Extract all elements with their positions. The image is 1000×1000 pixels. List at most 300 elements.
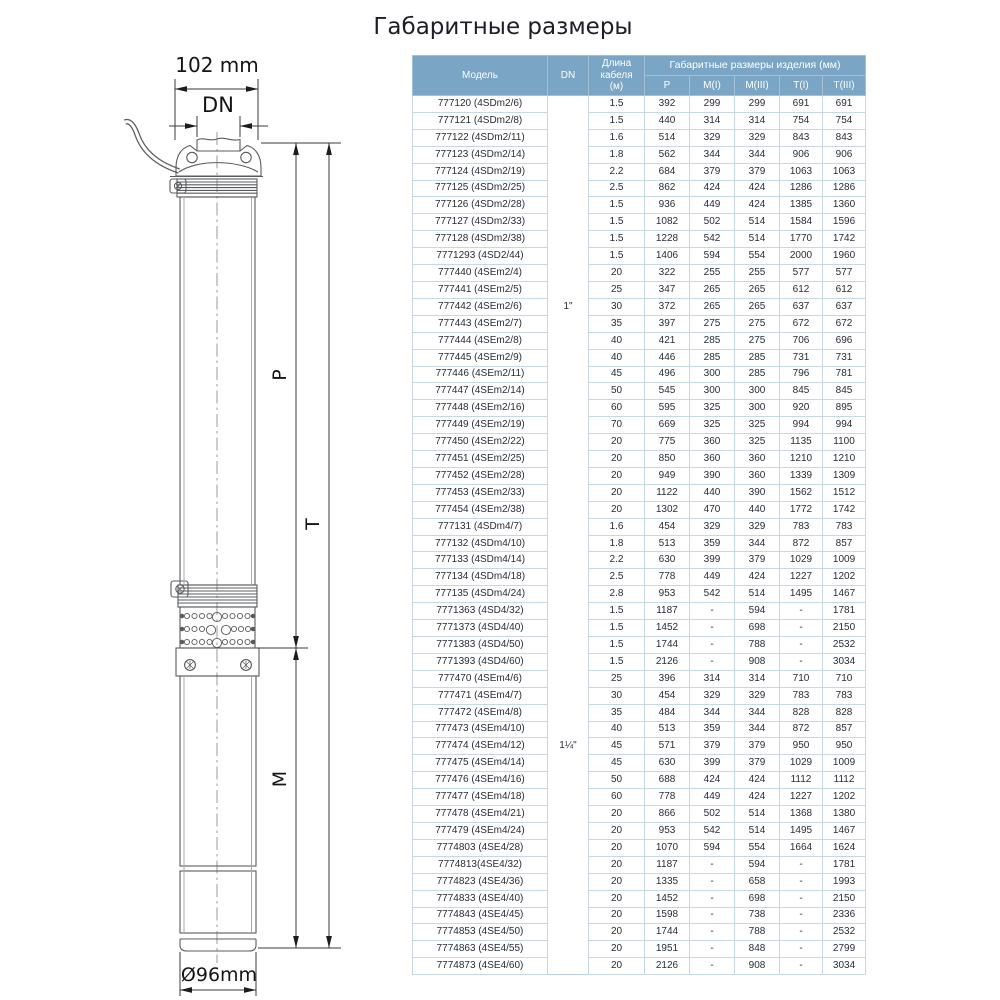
- table-row: [413, 552, 866, 569]
- t3-cell: 1596: [823, 214, 866, 231]
- m1-cell: 359: [690, 721, 735, 738]
- p-cell: 1228: [645, 231, 690, 248]
- model-cell: 777449 (4SEm2/19): [413, 417, 548, 434]
- table-row: [413, 772, 866, 789]
- t1-cell: 1029: [780, 755, 823, 772]
- dn-cell: 1": [548, 96, 589, 519]
- cable-cell: 20: [589, 806, 645, 823]
- p-cell: 862: [645, 180, 690, 197]
- t3-cell: 2336: [823, 907, 866, 924]
- t3-cell: 1742: [823, 231, 866, 248]
- t3-cell: 843: [823, 129, 866, 146]
- m3-cell: 314: [735, 112, 780, 129]
- model-cell: 7774853 (4SE4/50): [413, 924, 548, 941]
- dim-label-t: T: [302, 518, 324, 530]
- p-cell: 513: [645, 721, 690, 738]
- model-cell: 7771393 (4SD4/60): [413, 653, 548, 670]
- t1-cell: 1385: [780, 197, 823, 214]
- cable-cell: 1.5: [589, 96, 645, 113]
- model-cell: 7774863 (4SE4/55): [413, 941, 548, 958]
- m1-cell: 359: [690, 535, 735, 552]
- cable-cell: 20: [589, 501, 645, 518]
- t3-cell: 783: [823, 518, 866, 535]
- m1-cell: 424: [690, 772, 735, 789]
- model-cell: 777472 (4SEm4/8): [413, 704, 548, 721]
- m3-cell: 344: [735, 535, 780, 552]
- model-cell: 777127 (4SDm2/33): [413, 214, 548, 231]
- col-header-p: P: [645, 76, 690, 96]
- table-row: [413, 96, 866, 113]
- t1-cell: 1339: [780, 467, 823, 484]
- p-cell: 1302: [645, 501, 690, 518]
- p-cell: 1452: [645, 620, 690, 637]
- col-header-cable: Длина кабеля (м): [589, 56, 645, 96]
- cable-cell: 1.6: [589, 129, 645, 146]
- cable-cell: 20: [589, 434, 645, 451]
- table-row: [413, 704, 866, 721]
- suction-holes: [180, 612, 255, 647]
- cable-cell: 20: [589, 467, 645, 484]
- m1-cell: 285: [690, 349, 735, 366]
- m3-cell: 285: [735, 366, 780, 383]
- m1-cell: -: [690, 924, 735, 941]
- t3-cell: 1309: [823, 467, 866, 484]
- p-cell: 513: [645, 535, 690, 552]
- t3-cell: 1063: [823, 163, 866, 180]
- m3-cell: 329: [735, 129, 780, 146]
- t1-cell: -: [780, 653, 823, 670]
- model-cell: 777444 (4SEm2/8): [413, 332, 548, 349]
- table-row: [413, 518, 866, 535]
- t1-cell: 1495: [780, 586, 823, 603]
- t1-cell: -: [780, 873, 823, 890]
- t3-cell: 1742: [823, 501, 866, 518]
- t3-cell: 2799: [823, 941, 866, 958]
- cable-cell: 20: [589, 822, 645, 839]
- p-cell: 446: [645, 349, 690, 366]
- table-row: [413, 180, 866, 197]
- table-row: [413, 535, 866, 552]
- m3-cell: 360: [735, 451, 780, 468]
- t3-cell: 672: [823, 315, 866, 332]
- pump-outline: [125, 122, 263, 951]
- col-header-t3: T(III): [823, 76, 866, 96]
- t1-cell: 1562: [780, 484, 823, 501]
- m1-cell: -: [690, 890, 735, 907]
- dim-label-dn: DN: [202, 93, 234, 117]
- model-cell: 777131 (4SDm4/7): [413, 518, 548, 535]
- p-cell: 440: [645, 112, 690, 129]
- p-cell: 1744: [645, 924, 690, 941]
- m3-cell: 514: [735, 214, 780, 231]
- table-row: [413, 822, 866, 839]
- t1-cell: 1112: [780, 772, 823, 789]
- p-cell: 454: [645, 687, 690, 704]
- table-row: [413, 214, 866, 231]
- p-cell: 866: [645, 806, 690, 823]
- p-cell: 1082: [645, 214, 690, 231]
- model-cell: 777471 (4SEm4/7): [413, 687, 548, 704]
- t1-cell: 731: [780, 349, 823, 366]
- t1-cell: 872: [780, 535, 823, 552]
- t1-cell: -: [780, 958, 823, 975]
- model-cell: 7774833 (4SE4/40): [413, 890, 548, 907]
- cable-cell: 1.5: [589, 214, 645, 231]
- t1-cell: 637: [780, 298, 823, 315]
- table-row: [413, 163, 866, 180]
- model-cell: 777474 (4SEm4/12): [413, 738, 548, 755]
- model-cell: 777445 (4SEm2/9): [413, 349, 548, 366]
- t3-cell: 1009: [823, 552, 866, 569]
- cable-cell: 20: [589, 451, 645, 468]
- t1-cell: 796: [780, 366, 823, 383]
- table-row: [413, 873, 866, 890]
- t3-cell: 696: [823, 332, 866, 349]
- p-cell: 2126: [645, 653, 690, 670]
- m1-cell: -: [690, 637, 735, 654]
- model-cell: 777450 (4SEm2/22): [413, 434, 548, 451]
- cable-cell: 25: [589, 281, 645, 298]
- m1-cell: 255: [690, 265, 735, 282]
- p-cell: 630: [645, 552, 690, 569]
- m3-cell: 788: [735, 637, 780, 654]
- m3-cell: 314: [735, 670, 780, 687]
- t3-cell: 1624: [823, 839, 866, 856]
- t1-cell: 872: [780, 721, 823, 738]
- m3-cell: 514: [735, 586, 780, 603]
- p-cell: 1598: [645, 907, 690, 924]
- m3-cell: 360: [735, 467, 780, 484]
- table-row: [413, 653, 866, 670]
- model-cell: 777478 (4SEm4/21): [413, 806, 548, 823]
- cable-cell: 45: [589, 738, 645, 755]
- p-cell: 562: [645, 146, 690, 163]
- m1-cell: -: [690, 907, 735, 924]
- table-row: [413, 129, 866, 146]
- col-header-group: Габаритные размеры изделия (мм): [645, 56, 866, 76]
- model-cell: 7774823 (4SE4/36): [413, 873, 548, 890]
- p-cell: 949: [645, 467, 690, 484]
- m3-cell: 329: [735, 518, 780, 535]
- m3-cell: 329: [735, 687, 780, 704]
- model-cell: 777134 (4SDm4/18): [413, 569, 548, 586]
- m1-cell: 325: [690, 400, 735, 417]
- p-cell: 496: [645, 366, 690, 383]
- cable-cell: 20: [589, 958, 645, 975]
- table-row: [413, 620, 866, 637]
- m1-cell: 440: [690, 484, 735, 501]
- cable-cell: 20: [589, 941, 645, 958]
- table-row: [413, 400, 866, 417]
- m3-cell: 424: [735, 180, 780, 197]
- t1-cell: 994: [780, 417, 823, 434]
- m3-cell: 698: [735, 620, 780, 637]
- p-cell: 1187: [645, 603, 690, 620]
- t3-cell: 754: [823, 112, 866, 129]
- p-cell: 545: [645, 383, 690, 400]
- p-cell: 1744: [645, 637, 690, 654]
- m3-cell: 275: [735, 315, 780, 332]
- t3-cell: 1781: [823, 603, 866, 620]
- table-row: [413, 467, 866, 484]
- t3-cell: 1112: [823, 772, 866, 789]
- t3-cell: 783: [823, 687, 866, 704]
- m1-cell: -: [690, 941, 735, 958]
- m3-cell: 344: [735, 721, 780, 738]
- table-row: [413, 603, 866, 620]
- m1-cell: 470: [690, 501, 735, 518]
- t1-cell: 843: [780, 129, 823, 146]
- table-row: [413, 958, 866, 975]
- t3-cell: 1210: [823, 451, 866, 468]
- m1-cell: 314: [690, 112, 735, 129]
- p-cell: 688: [645, 772, 690, 789]
- col-header-m3: M(III): [735, 76, 780, 96]
- t3-cell: 857: [823, 535, 866, 552]
- cable-cell: 70: [589, 417, 645, 434]
- p-cell: 392: [645, 96, 690, 113]
- m3-cell: 554: [735, 839, 780, 856]
- cable-cell: 35: [589, 704, 645, 721]
- page-title: Габаритные размеры: [373, 14, 633, 40]
- pump-shading: [184, 198, 252, 932]
- table-row: [413, 248, 866, 265]
- model-cell: 777443 (4SEm2/7): [413, 315, 548, 332]
- dn-cell: 1¼": [548, 518, 589, 974]
- model-cell: 7771293 (4SD2/44): [413, 248, 548, 265]
- t3-cell: 1100: [823, 434, 866, 451]
- table-row: [413, 501, 866, 518]
- t3-cell: 1380: [823, 806, 866, 823]
- m1-cell: 265: [690, 298, 735, 315]
- pump-dimension-diagram: [0, 0, 400, 1000]
- t3-cell: 1360: [823, 197, 866, 214]
- table-row: [413, 112, 866, 129]
- t3-cell: 577: [823, 265, 866, 282]
- p-cell: 778: [645, 569, 690, 586]
- t3-cell: 691: [823, 96, 866, 113]
- cable-cell: 2.2: [589, 163, 645, 180]
- m3-cell: 658: [735, 873, 780, 890]
- model-cell: 777125 (4SDm2/25): [413, 180, 548, 197]
- t3-cell: 994: [823, 417, 866, 434]
- t1-cell: 920: [780, 400, 823, 417]
- table-row: [413, 332, 866, 349]
- p-cell: 778: [645, 789, 690, 806]
- p-cell: 936: [645, 197, 690, 214]
- t1-cell: -: [780, 620, 823, 637]
- cable-cell: 1.6: [589, 518, 645, 535]
- cable-cell: 40: [589, 332, 645, 349]
- cable-cell: 50: [589, 383, 645, 400]
- cable-cell: 2.2: [589, 552, 645, 569]
- model-cell: 777123 (4SDm2/14): [413, 146, 548, 163]
- t3-cell: 710: [823, 670, 866, 687]
- m3-cell: 390: [735, 484, 780, 501]
- model-cell: 777477 (4SEm4/18): [413, 789, 548, 806]
- t1-cell: 950: [780, 738, 823, 755]
- cable-cell: 1.5: [589, 248, 645, 265]
- model-cell: 7774803 (4SE4/28): [413, 839, 548, 856]
- model-cell: 777133 (4SDm4/14): [413, 552, 548, 569]
- p-cell: 669: [645, 417, 690, 434]
- m1-cell: 314: [690, 670, 735, 687]
- cable-cell: 30: [589, 298, 645, 315]
- p-cell: 775: [645, 434, 690, 451]
- model-cell: 7774843 (4SE4/45): [413, 907, 548, 924]
- cable-cell: 1.5: [589, 231, 645, 248]
- p-cell: 514: [645, 129, 690, 146]
- m3-cell: 299: [735, 96, 780, 113]
- t3-cell: 1286: [823, 180, 866, 197]
- cable-cell: 35: [589, 315, 645, 332]
- cable-cell: 1.5: [589, 620, 645, 637]
- t1-cell: 1368: [780, 806, 823, 823]
- m1-cell: 449: [690, 569, 735, 586]
- t1-cell: 1664: [780, 839, 823, 856]
- table-row: [413, 586, 866, 603]
- table-row: [413, 569, 866, 586]
- cable-cell: 20: [589, 856, 645, 873]
- m3-cell: 344: [735, 146, 780, 163]
- m3-cell: 848: [735, 941, 780, 958]
- t1-cell: -: [780, 603, 823, 620]
- m3-cell: 788: [735, 924, 780, 941]
- table-row: [413, 670, 866, 687]
- table-row: [413, 349, 866, 366]
- col-header-dn: DN: [548, 56, 589, 96]
- m1-cell: -: [690, 653, 735, 670]
- t3-cell: 2532: [823, 924, 866, 941]
- cable-cell: 30: [589, 687, 645, 704]
- m3-cell: 325: [735, 434, 780, 451]
- dim-label-m: M: [269, 770, 291, 788]
- cable-cell: 60: [589, 789, 645, 806]
- m1-cell: 300: [690, 366, 735, 383]
- m3-cell: 424: [735, 772, 780, 789]
- m3-cell: 300: [735, 400, 780, 417]
- m3-cell: 255: [735, 265, 780, 282]
- m1-cell: 399: [690, 552, 735, 569]
- t3-cell: 1512: [823, 484, 866, 501]
- t1-cell: 906: [780, 146, 823, 163]
- m3-cell: 908: [735, 958, 780, 975]
- table-row: [413, 941, 866, 958]
- table-row: [413, 197, 866, 214]
- m3-cell: 738: [735, 907, 780, 924]
- m1-cell: 329: [690, 687, 735, 704]
- t3-cell: 637: [823, 298, 866, 315]
- m1-cell: 300: [690, 383, 735, 400]
- p-cell: 953: [645, 586, 690, 603]
- dim-label-102mm: 102 mm: [175, 53, 259, 77]
- model-cell: 7774813(4SE4/32): [413, 856, 548, 873]
- m3-cell: 325: [735, 417, 780, 434]
- table-row: [413, 383, 866, 400]
- table-row: [413, 451, 866, 468]
- m3-cell: 379: [735, 552, 780, 569]
- t1-cell: 783: [780, 687, 823, 704]
- t3-cell: 2150: [823, 620, 866, 637]
- p-cell: 684: [645, 163, 690, 180]
- table-row: [413, 839, 866, 856]
- p-cell: 347: [645, 281, 690, 298]
- table-row: [413, 298, 866, 315]
- t3-cell: 731: [823, 349, 866, 366]
- table-row: [413, 315, 866, 332]
- t3-cell: 950: [823, 738, 866, 755]
- table-row: [413, 890, 866, 907]
- t3-cell: 1202: [823, 569, 866, 586]
- m1-cell: 594: [690, 248, 735, 265]
- t1-cell: 1286: [780, 180, 823, 197]
- cable-cell: 1.8: [589, 146, 645, 163]
- t3-cell: 1467: [823, 822, 866, 839]
- model-cell: 777453 (4SEm2/33): [413, 484, 548, 501]
- col-header-model: Модель: [413, 56, 548, 96]
- t1-cell: 672: [780, 315, 823, 332]
- t3-cell: 857: [823, 721, 866, 738]
- m3-cell: 594: [735, 603, 780, 620]
- model-cell: 777448 (4SEm2/16): [413, 400, 548, 417]
- m1-cell: 265: [690, 281, 735, 298]
- t1-cell: 1063: [780, 163, 823, 180]
- m1-cell: 542: [690, 822, 735, 839]
- cable-cell: 20: [589, 873, 645, 890]
- m1-cell: -: [690, 873, 735, 890]
- t3-cell: 1781: [823, 856, 866, 873]
- cable-cell: 1.5: [589, 197, 645, 214]
- m1-cell: 594: [690, 839, 735, 856]
- m1-cell: 344: [690, 146, 735, 163]
- m3-cell: 424: [735, 197, 780, 214]
- t1-cell: 754: [780, 112, 823, 129]
- table-row: [413, 231, 866, 248]
- m1-cell: 325: [690, 417, 735, 434]
- m3-cell: 265: [735, 298, 780, 315]
- m3-cell: 275: [735, 332, 780, 349]
- t1-cell: 1495: [780, 822, 823, 839]
- cable-cell: 20: [589, 907, 645, 924]
- model-cell: 777441 (4SEm2/5): [413, 281, 548, 298]
- lifting-ear-hole-left: [187, 152, 197, 162]
- table-row: [413, 146, 866, 163]
- t1-cell: 1227: [780, 569, 823, 586]
- t1-cell: 1770: [780, 231, 823, 248]
- m1-cell: 542: [690, 231, 735, 248]
- model-cell: 777447 (4SEm2/14): [413, 383, 548, 400]
- t3-cell: 2150: [823, 890, 866, 907]
- t1-cell: 1029: [780, 552, 823, 569]
- t1-cell: -: [780, 941, 823, 958]
- cable-cell: 60: [589, 400, 645, 417]
- model-cell: 7771383 (4SD4/50): [413, 637, 548, 654]
- t3-cell: 845: [823, 383, 866, 400]
- model-cell: 777135 (4SDm4/24): [413, 586, 548, 603]
- m1-cell: 360: [690, 451, 735, 468]
- p-cell: 630: [645, 755, 690, 772]
- cable-cell: 40: [589, 349, 645, 366]
- p-cell: 484: [645, 704, 690, 721]
- table-row: [413, 806, 866, 823]
- dim-label-p: P: [269, 369, 291, 381]
- p-cell: 2126: [645, 958, 690, 975]
- t1-cell: 1210: [780, 451, 823, 468]
- t1-cell: 710: [780, 670, 823, 687]
- t1-cell: 845: [780, 383, 823, 400]
- p-cell: 396: [645, 670, 690, 687]
- t1-cell: 612: [780, 281, 823, 298]
